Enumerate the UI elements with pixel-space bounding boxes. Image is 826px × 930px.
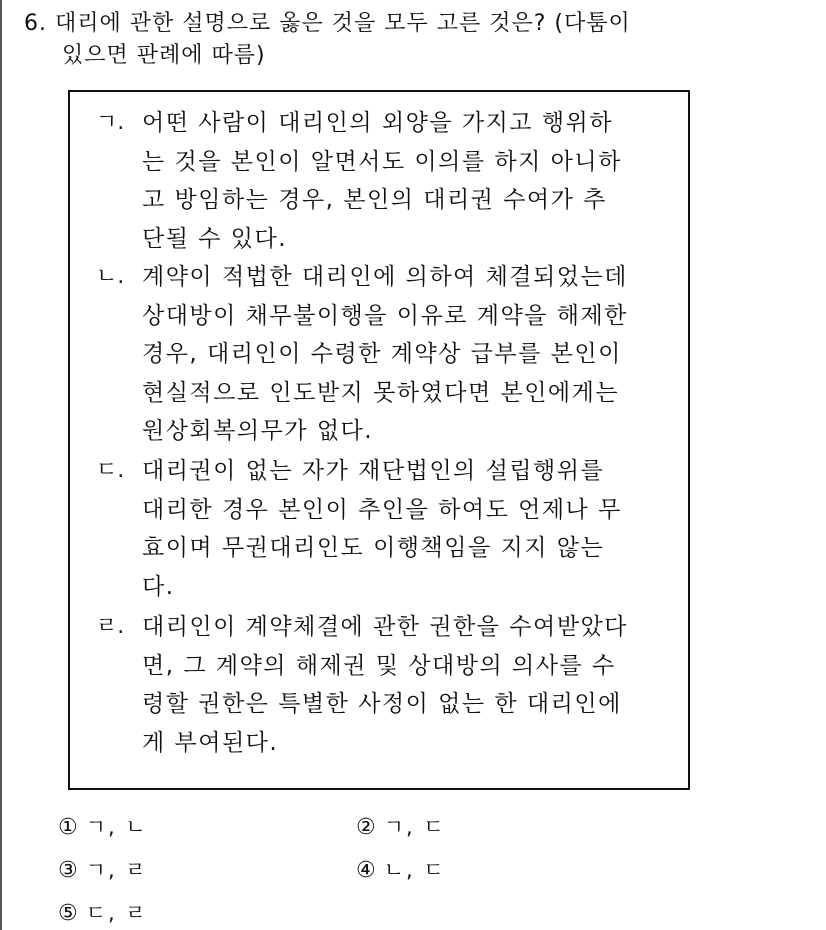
choice-number: ③ [58, 858, 80, 883]
choice-text: ㄱ, ㄹ [85, 858, 148, 882]
choice-text: ㄱ, ㄴ [85, 815, 148, 839]
choice-1[interactable] [58, 812, 148, 843]
statement-marker: ㄷ. [96, 458, 125, 483]
choice-2[interactable] [356, 812, 446, 843]
statement-marker: ㄴ. [96, 264, 125, 289]
statement-line: 어떤 사람이 대리인의 외양을 가지고 행위하 [142, 110, 613, 136]
statement-marker: ㄹ. [96, 614, 125, 639]
statements-box [68, 90, 690, 790]
choice-4[interactable] [356, 855, 446, 886]
question-stem [24, 8, 784, 72]
statement-line: 경우, 대리인이 수령한 계약상 급부를 본인이 [142, 341, 622, 367]
choice-number: ④ [356, 858, 378, 883]
statement-line: 게 부여된다. [142, 729, 279, 756]
statement-line: 고 방임하는 경우, 본인의 대리권 수여가 추 [142, 187, 607, 213]
statement-line: 대리권이 없는 자가 재단법인의 설립행위를 [142, 458, 605, 484]
page-left-border [0, 0, 2, 930]
statement-line: 상대방이 채무불이행을 이유로 계약을 해제한 [142, 302, 628, 329]
statement-line: 는 것을 본인이 알면서도 이의를 하지 아니하 [142, 148, 622, 175]
statement-line: 효이며 무권대리인도 이행책임을 지지 않는 [142, 535, 605, 561]
choice-number: ⑤ [58, 901, 80, 926]
statement-marker: ㄱ. [96, 110, 125, 135]
statement-line: 령할 권한은 특별한 사정이 없는 한 대리인에 [142, 691, 622, 717]
statement-line: 다. [142, 573, 175, 600]
statement-line: 대리인이 계약체결에 관한 권한을 수여받았다 [142, 614, 628, 640]
choice-5[interactable] [58, 898, 148, 929]
choice-text: ㄴ, ㄷ [383, 858, 446, 882]
statement-line: 면, 그 계약의 해제권 및 상대방의 의사를 수 [142, 652, 616, 679]
statement-line: 계약이 적법한 대리인에 의하여 체결되었는데 [142, 264, 628, 290]
statement-line: 대리한 경우 본인이 추인을 하여도 언제나 무 [142, 496, 622, 523]
statement-line: 현실적으로 인도받지 못하였다면 본인에게는 [142, 379, 620, 406]
choice-text: ㄱ, ㄷ [383, 815, 446, 839]
question-number: 6. [24, 11, 47, 36]
question-text-line2: 있으면 판례에 따름) [62, 43, 266, 68]
choice-number: ② [356, 815, 378, 840]
choice-number: ① [58, 815, 80, 840]
question-text-line1: 대리에 관한 설명으로 옳은 것을 모두 고른 것은? (다툼이 [55, 11, 631, 36]
statement-line: 원상회복의무가 없다. [142, 418, 374, 444]
statement-line: 단될 수 있다. [142, 225, 288, 252]
choice-text: ㄷ, ㄹ [85, 901, 148, 925]
choice-3[interactable] [58, 855, 148, 886]
